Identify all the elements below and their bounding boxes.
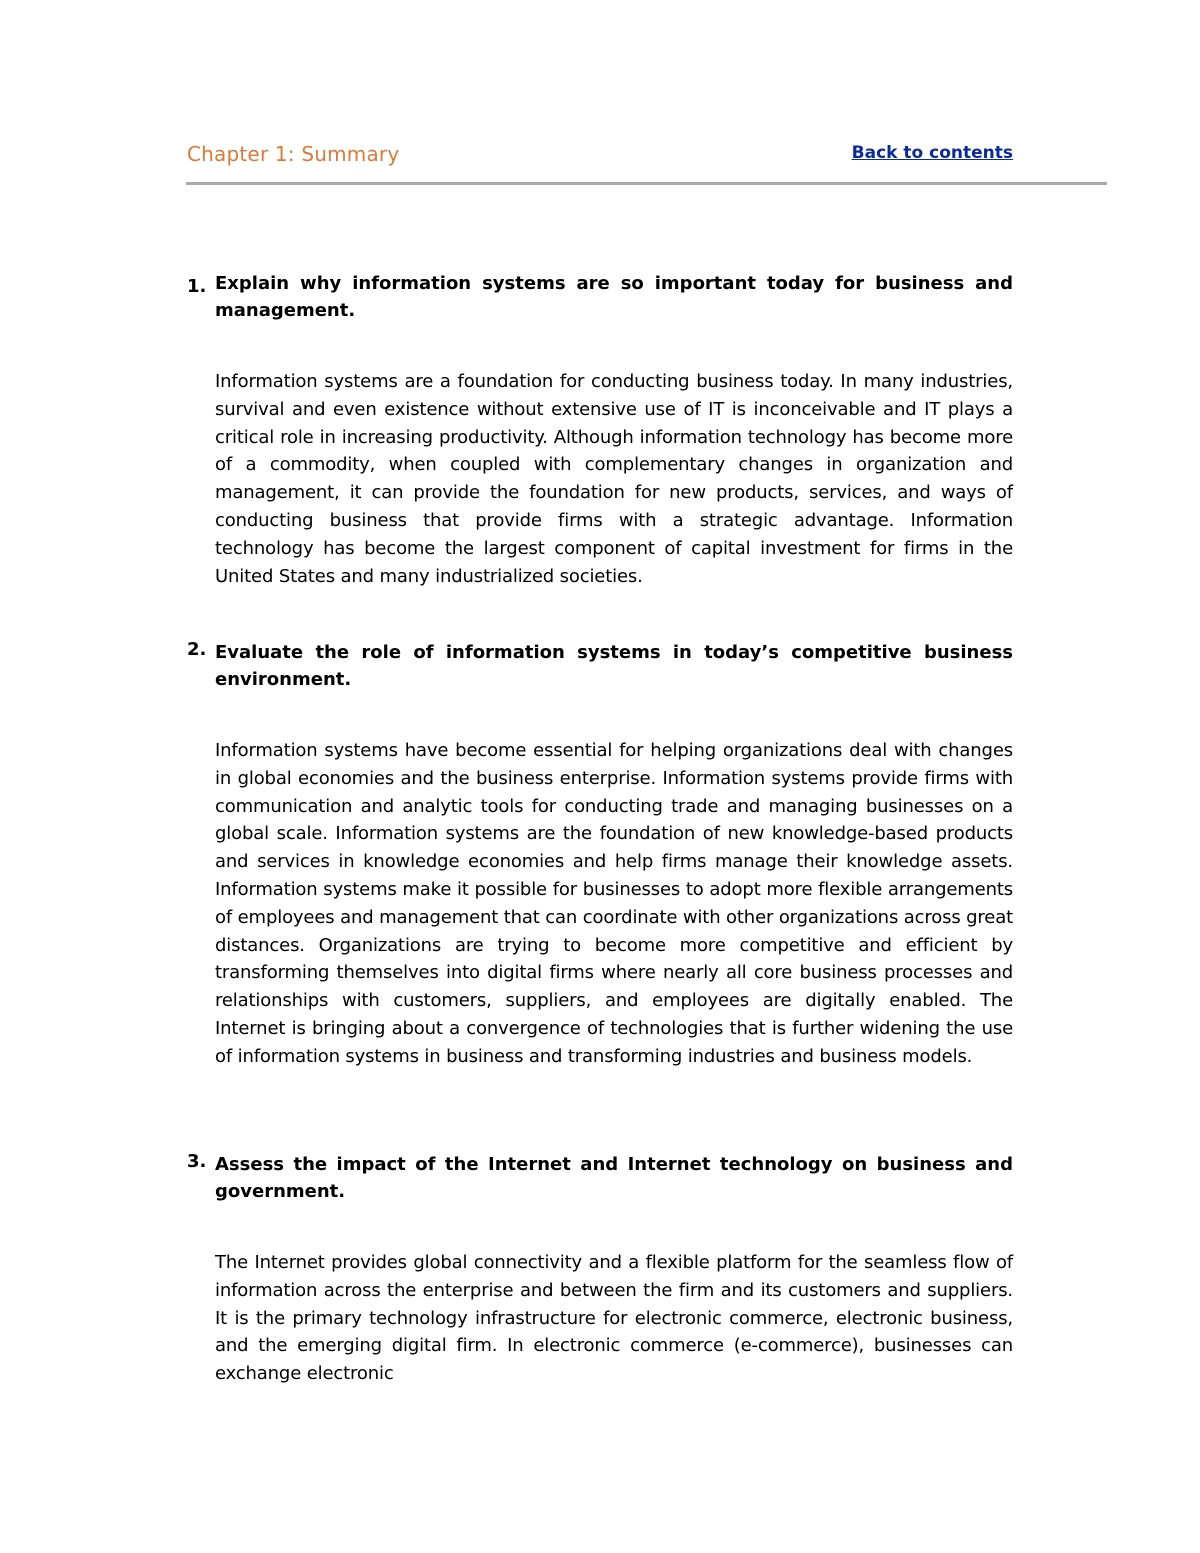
item-heading: Assess the impact of the Internet and Internet technology on business and government. [215,1154,1013,1202]
item-number: 3. [187,1151,207,1172]
header-divider [186,182,1107,185]
item-heading: Explain why information systems are so important today for business and management. [215,273,1013,321]
page-header [187,138,1013,174]
chapter-title: Chapter 1: Summary [187,142,400,166]
summary-item-3 [187,1151,1013,1388]
summary-item-1 [187,270,1013,590]
item-body: Information systems have become essential for helping organizations deal with changes in global economies and the business enterprise. Information systems provide firms with communication and analytic tools for conducting trade and managing businesses on a global scale. Information systems are the foundation of new knowledge-based products and services in knowledge economies and help firms manage their knowledge assets. Information systems make it possible for businesses to adopt more flexible arrangements of employees and management that can coordinate with other organizations across great distances. Organizations are trying to become more competitive and efficient by transforming themselves into digital firms where nearly all core business processes and relationships with customers, suppliers, and employees are digitally enabled. The Internet is bringing about a convergence of technologies that is further widening the use of information systems in business and transforming industries and business models. [215,740,1013,1067]
item-heading: Evaluate the role of information systems in today’s competitive business environment. [215,642,1013,690]
item-number: 2. [187,639,207,660]
back-to-contents-link[interactable]: Back to contents [851,143,1013,163]
item-body: The Internet provides global connectivity and a flexible platform for the seamless flow of information across the enterprise and between the firm and its customers and suppliers. It is the primary technology infrastructure for electronic commerce, electronic business, and the emerging digital firm. In electronic commerce (e-commerce), businesses can exchange electronic [215,1252,1013,1385]
item-body: Information systems are a foundation for conducting business today. In many industries, survival and even existence without extensive use of IT is inconceivable and IT plays a critical role in increasing productivity. Although information technology has become more of a commodity, when coupled with complementary changes in organization and management, it can provide the foundation for new products, services, and ways of conducting business that provide firms with a strategic advantage. Information technology has become the largest component of capital investment for firms in the United States and many industrialized societies. [215,371,1013,587]
item-number: 1. [187,276,207,297]
summary-item-2 [187,639,1013,1071]
